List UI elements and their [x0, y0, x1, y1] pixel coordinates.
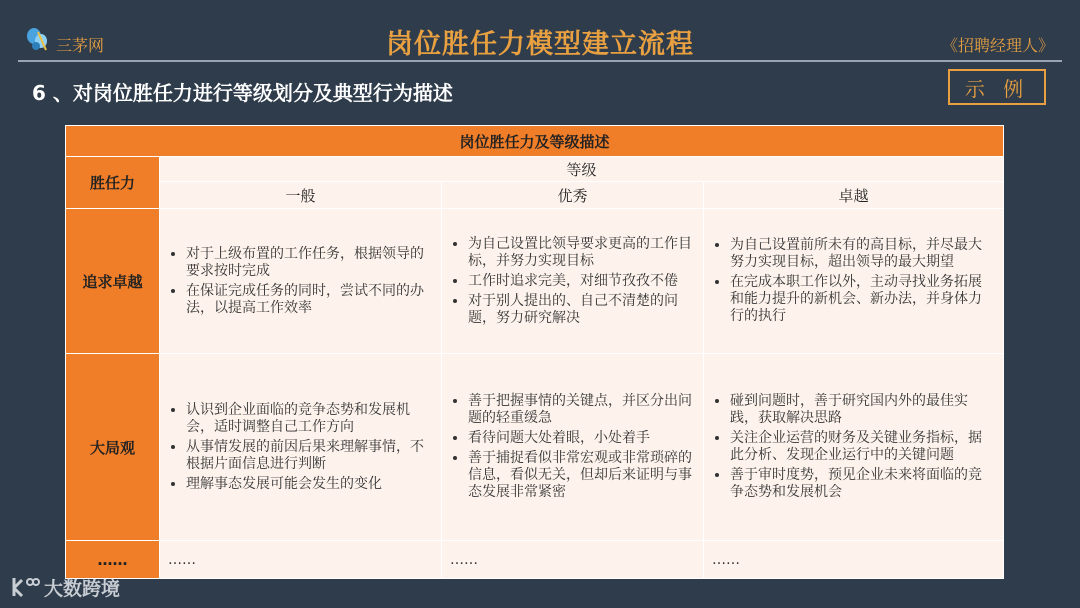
list-item: • 为自己设置前所未有的高目标，并尽最大努力实现目标，超出领导的最大期望: [730, 237, 995, 271]
list-item: • 在保证完成任务的同时，尝试不同的办法，以提高工作效率: [186, 283, 433, 317]
list-item: • 碰到问题时，善于研究国内外的最佳实践，获取解决思路: [730, 393, 995, 427]
table-title: 岗位胜任力及等级描述: [66, 126, 1004, 157]
logo-text: 三茅网: [56, 36, 105, 55]
table-row: [66, 541, 1004, 579]
table-cell: ……: [160, 541, 442, 579]
watermark-text: 大数跨境: [44, 578, 121, 600]
table-row: [66, 209, 1004, 354]
list-item: • 善于把握事情的关键点，并区分出问题的轻重缓急: [468, 393, 695, 427]
table-cell: [160, 354, 442, 541]
table-cell: [704, 209, 1004, 354]
table-cell: ……: [442, 541, 704, 579]
list-item: • 对于别人提出的、自己不清楚的问题，努力研究解决: [468, 293, 695, 327]
section-subtitle: 6 、对岗位胜任力进行等级划分及典型行为描述: [32, 81, 453, 105]
list-item: • 从事情发展的前因后果来理解事情，不根据片面信息进行判断: [186, 439, 433, 473]
list-item: • 关注企业运营的财务及关键业务指标，据此分析、发现企业运行中的关键问题: [730, 430, 995, 464]
list-item: • 认识到企业面临的竞争态势和发展机会，适时调整自己工作方向: [186, 402, 433, 436]
competency-header: 胜任力: [66, 157, 160, 209]
level-outstanding: 卓越: [704, 182, 1004, 209]
header-divider: [18, 60, 1062, 62]
source-label: 《招聘经理人》: [941, 36, 1054, 55]
table-cell: [160, 209, 442, 354]
list-item: • 对于上级布置的工作任务，根据领导的要求按时完成: [186, 246, 433, 280]
list-item: • 理解事态发展可能会发生的变化: [186, 476, 433, 493]
page-title: 岗位胜任力模型建立流程: [386, 29, 694, 60]
level-header: 等级: [160, 157, 1004, 182]
list-item: • 看待问题大处着眼，小处着手: [468, 430, 695, 447]
example-badge: 示 例: [948, 69, 1046, 105]
list-item: • 善于捕捉看似非常宏观或非常琐碎的信息，看似无关，但却后来证明与事态发展非常紧密: [468, 450, 695, 501]
row-label: ……: [66, 541, 160, 579]
list-item: • 工作时追求完美，对细节孜孜不倦: [468, 273, 695, 290]
level-general: 一般: [160, 182, 442, 209]
competency-table: [65, 125, 1003, 579]
list-item: • 善于审时度势，预见企业未来将面临的竞争态势和发展机会: [730, 467, 995, 501]
table-cell: [442, 354, 704, 541]
list-item: • 在完成本职工作以外，主动寻找业务拓展和能力提升的新机会、新办法，并身体力行的执行: [730, 274, 995, 325]
table-cell: ……: [704, 541, 1004, 579]
table-cell: [704, 354, 1004, 541]
level-excellent: 优秀: [442, 182, 704, 209]
watermark-logo-icon: [10, 574, 40, 600]
row-label: 追求卓越: [66, 209, 160, 354]
list-item: • 为自己设置比领导要求更高的工作目标，并努力实现目标: [468, 236, 695, 270]
table-cell: [442, 209, 704, 354]
table-row: [66, 354, 1004, 541]
header: [0, 0, 1080, 64]
row-label: 大局观: [66, 354, 160, 541]
